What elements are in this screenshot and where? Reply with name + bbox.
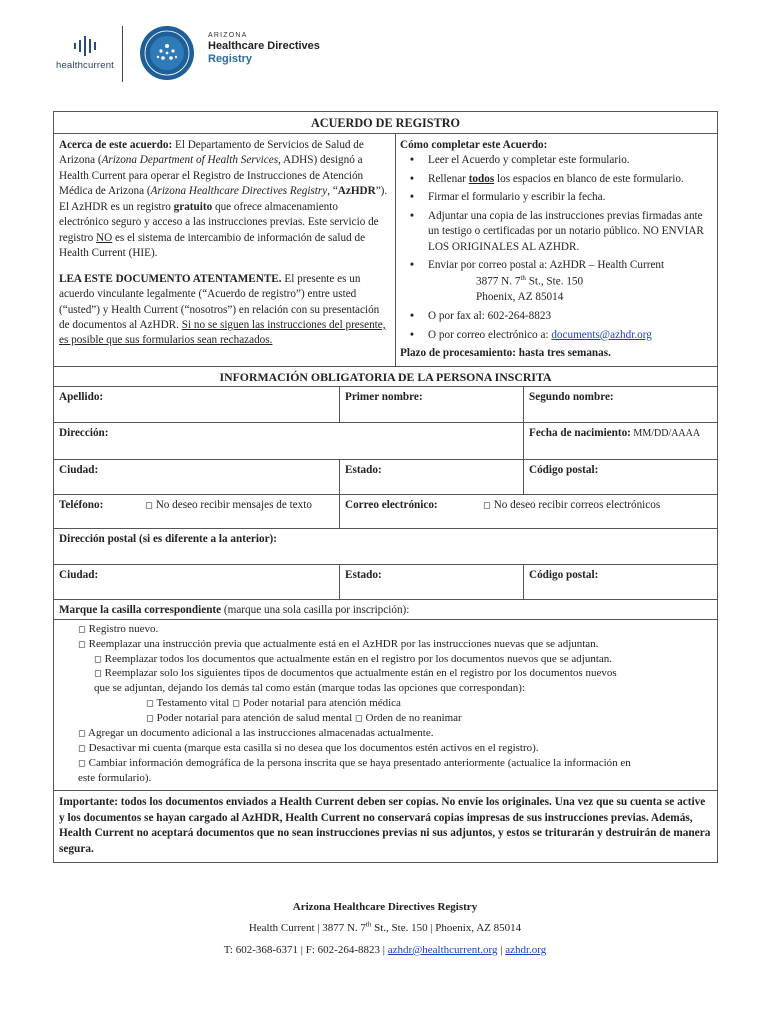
address-field[interactable]: Dirección: — [59, 426, 109, 439]
bars-icon — [50, 34, 120, 58]
list-item: • Rellenar todos los espacios en blanco de este formulario. — [428, 172, 712, 187]
birthdate-field[interactable]: Fecha de nacimiento: MM/DD/AAAA — [523, 423, 717, 459]
checkbox-icon: ◻ — [78, 728, 86, 740]
doc-type-row — [78, 711, 712, 726]
checkbox-icon: ◻ — [94, 653, 102, 665]
checkbox-icon: ◻ — [483, 499, 491, 511]
middle-name-field[interactable]: Segundo nombre: — [523, 387, 717, 422]
registration-form — [53, 111, 718, 863]
option-deactivate[interactable]: ◻ Desactivar mi cuenta (marque esta casilla si no desea que los documentos estén activos en el registro). — [78, 742, 539, 755]
address-row — [54, 423, 717, 460]
checkbox-icon: ◻ — [354, 713, 363, 725]
documents-email-link[interactable]: documents@azhdr.org — [551, 328, 652, 341]
footer-email-link[interactable]: azhdr@healthcurrent.org — [387, 943, 498, 956]
list-item: • Enviar por correo postal a: AzHDR – Health Current 3877 N. 7th St., Ste. 150 Phoenix, AZ 85014 — [428, 258, 712, 305]
list-item: • Firmar el formulario y escribir la fecha. — [428, 190, 712, 205]
how-title: Cómo completar este Acuerdo: — [400, 139, 548, 151]
checkbox-icon: ◻ — [78, 623, 86, 635]
option-healthcare-poa[interactable]: ◻ Poder notarial para atención médica — [232, 697, 401, 710]
list-item: • Leer el Acuerdo y completar este formulario. — [428, 153, 712, 168]
checkbox-icon: ◻ — [78, 758, 86, 770]
about-paragraph: Acerca de este acuerdo: El Departamento de Servicios de Salud de Arizona (Arizona Department of Health Services, ADHS) designó a Health Current para operar el Registro de Instrucciones de Atención Médica de Arizona (Arizona Healthcare Directives Registry, “AzHDR”). El AzHDR es un registro gratuito que ofrece almacenamiento electrónico seguro y acceso a las instrucciones previas. Este servicio de registro NO es el sistema de intercambio de información de salud de Health Current (HIE). — [59, 139, 388, 260]
postal-city-field[interactable]: Ciudad: — [59, 568, 99, 581]
healthcurrent-logo — [50, 34, 120, 72]
required-info-title: INFORMACIÓN OBLIGATORIA DE LA PERSONA INSCRITA — [54, 367, 717, 387]
postal-address-row — [54, 529, 717, 565]
about-agreement — [54, 134, 396, 366]
name-row — [54, 387, 717, 423]
footer-contact: T: 602-368-6371 | F: 602-264-8823 | azhdr@healthcurrent.org | azhdr.org — [223, 943, 547, 956]
option-add-document[interactable]: ◻ Agregar un documento adicional a las instrucciones almacenadas actualmente. — [78, 727, 434, 740]
intro-section — [54, 134, 717, 367]
important-notice: Importante: todos los documentos enviados a Health Current deben ser copias. No envíe los originales. Una vez que su cuenta se active y los documentos se hayan cargado al AzHDR, Health Current no conservará copias impresas de sus instrucciones previas. Además, Health Current no aceptará documentos que no sean instrucciones previas ni sus adjuntos, y estos se triturarán y destruirán de manera segura. — [59, 796, 711, 855]
how-list — [400, 153, 712, 343]
registry-wordmark: ARIZONA Healthcare Directives Registry — [208, 32, 320, 65]
no-text-checkbox[interactable]: ◻ No deseo recibir mensajes de texto — [145, 498, 312, 511]
option-dnr[interactable]: ◻ Orden de no reanimar — [354, 712, 462, 725]
checkbox-icon: ◻ — [146, 713, 154, 725]
postal-state-field[interactable]: Estado: — [339, 565, 523, 599]
list-item: • Adjuntar una copia de las instrucciones previas firmadas ante un testigo o certificadas por un notario público. NO ENVIAR LOS ORIGINALES AL AZHDR. — [428, 209, 712, 255]
postal-zip-field[interactable]: Código postal: — [523, 565, 717, 599]
read-carefully-paragraph: LEA ESTE DOCUMENTO ATENTAMENTE. El presente es un acuerdo vinculante legalmente (“Acuerdo de registro”) entre usted (“usted”) y Health Current (“nosotros”) en relación con su presentación de documentos al AzHDR. Si no se siguen las instrucciones del presente, es posible que sus formularios sean rechazados. — [59, 272, 386, 347]
city-field[interactable]: Ciudad: — [59, 463, 99, 476]
postal-address-field[interactable]: Dirección postal (si es diferente a la anterior): — [59, 532, 278, 545]
email-field[interactable]: Correo electrónico: ◻ No deseo recibir correos electrónicos — [339, 495, 717, 528]
last-name-field[interactable]: Apellido: — [59, 390, 104, 403]
phone-field[interactable]: Teléfono: ◻ No deseo recibir mensajes de texto — [54, 495, 339, 528]
header-divider — [122, 26, 123, 82]
how-to-complete — [396, 134, 717, 366]
no-email-checkbox[interactable]: ◻ No deseo recibir correos electrónicos — [483, 498, 661, 511]
footer-site-link[interactable]: azhdr.org — [505, 943, 547, 956]
checkbox-icon: ◻ — [94, 668, 102, 680]
postal-city-row — [54, 565, 717, 600]
mailing-address: 3877 N. 7th St., Ste. 150 — [476, 273, 584, 288]
brand-name: healthcurrent — [55, 60, 115, 71]
zip-field[interactable]: Código postal: — [523, 460, 717, 494]
registry-seal-icon — [136, 24, 198, 82]
option-mental-health-poa[interactable]: ◻ Poder notarial para atención de salud mental — [146, 712, 353, 725]
list-item: • O por fax al: 602-264-8823 — [428, 309, 712, 324]
list-item: • O por correo electrónico a: documents@azhdr.org — [428, 328, 712, 343]
mark-box-instruction: Marque la casilla correspondiente (marque una sola casilla por inscripción): — [54, 600, 717, 620]
option-change-demographics[interactable]: ◻ Cambiar información demográfica de la persona inscrita que se haya presentado anteriormente (actualice la información en — [78, 757, 631, 770]
checkbox-icon: ◻ — [146, 698, 154, 710]
option-replace[interactable]: ◻ Reemplazar una instrucción previa que actualmente está en el AzHDR por las instrucciones nuevas que se adjuntan. — [78, 637, 599, 650]
footer-title: Arizona Healthcare Directives Registry — [292, 901, 478, 913]
option-replace-all[interactable]: ◻ Reemplazar todos los documentos que actualmente están en el registro por los documentos nuevos que se adjuntan. — [94, 652, 613, 665]
footer-address: Health Current | 3877 N. 7th St., Ste. 150 | Phoenix, AZ 85014 — [248, 920, 522, 935]
form-title: ACUERDO DE REGISTRO — [54, 112, 717, 134]
page-header — [50, 22, 350, 84]
city-row — [54, 460, 717, 495]
registration-options: ◻ Registro nuevo. ◻ Reemplazar una instrucción previa que actualmente está en el AzHDR por las instrucciones nuevas que se adjuntan. ◻ Reemplazar todos los documentos que actualmente están en el registro por los documentos nuevos que se adjuntan. ◻ Reemplazar solo los siguientes tipos de documentos que actualmente están en el registro por los documentos nuevos que se adjuntan, dejando los demás tal como están (marque todas las opciones que correspondan): ◻ Testamento vital ◻ Poder notarial para atención médica ◻ Poder notarial para atención de salud mental ◻ Orden de no reanimar ◻ Agregar un documento adicional a las instrucciones almacenadas actualmente. ◻ Desactivar mi cuenta (marque esta casilla si no desea que los documentos estén activos en el registro). ◻ Cambiar información demográfica de la persona inscrita que se haya presentado anteriormente (actualice la información en este formulario). — [54, 620, 717, 791]
option-living-will[interactable]: ◻ Testamento vital — [146, 697, 230, 710]
processing-time: Plazo de procesamiento: hasta tres semanas. — [400, 347, 611, 360]
option-new[interactable]: ◻ Registro nuevo. — [78, 622, 159, 635]
checkbox-icon: ◻ — [78, 638, 86, 650]
doc-type-row — [78, 696, 712, 711]
checkbox-icon: ◻ — [232, 698, 240, 710]
checkbox-icon: ◻ — [78, 743, 86, 755]
state-field[interactable]: Estado: — [339, 460, 523, 494]
contact-row — [54, 495, 717, 529]
checkbox-icon: ◻ — [145, 499, 153, 511]
option-replace-some[interactable]: ◻ Reemplazar solo los siguientes tipos de documentos que actualmente están en el registro por los documentos nuevos — [94, 667, 617, 680]
page-footer — [0, 897, 770, 961]
first-name-field[interactable]: Primer nombre: — [339, 387, 523, 422]
